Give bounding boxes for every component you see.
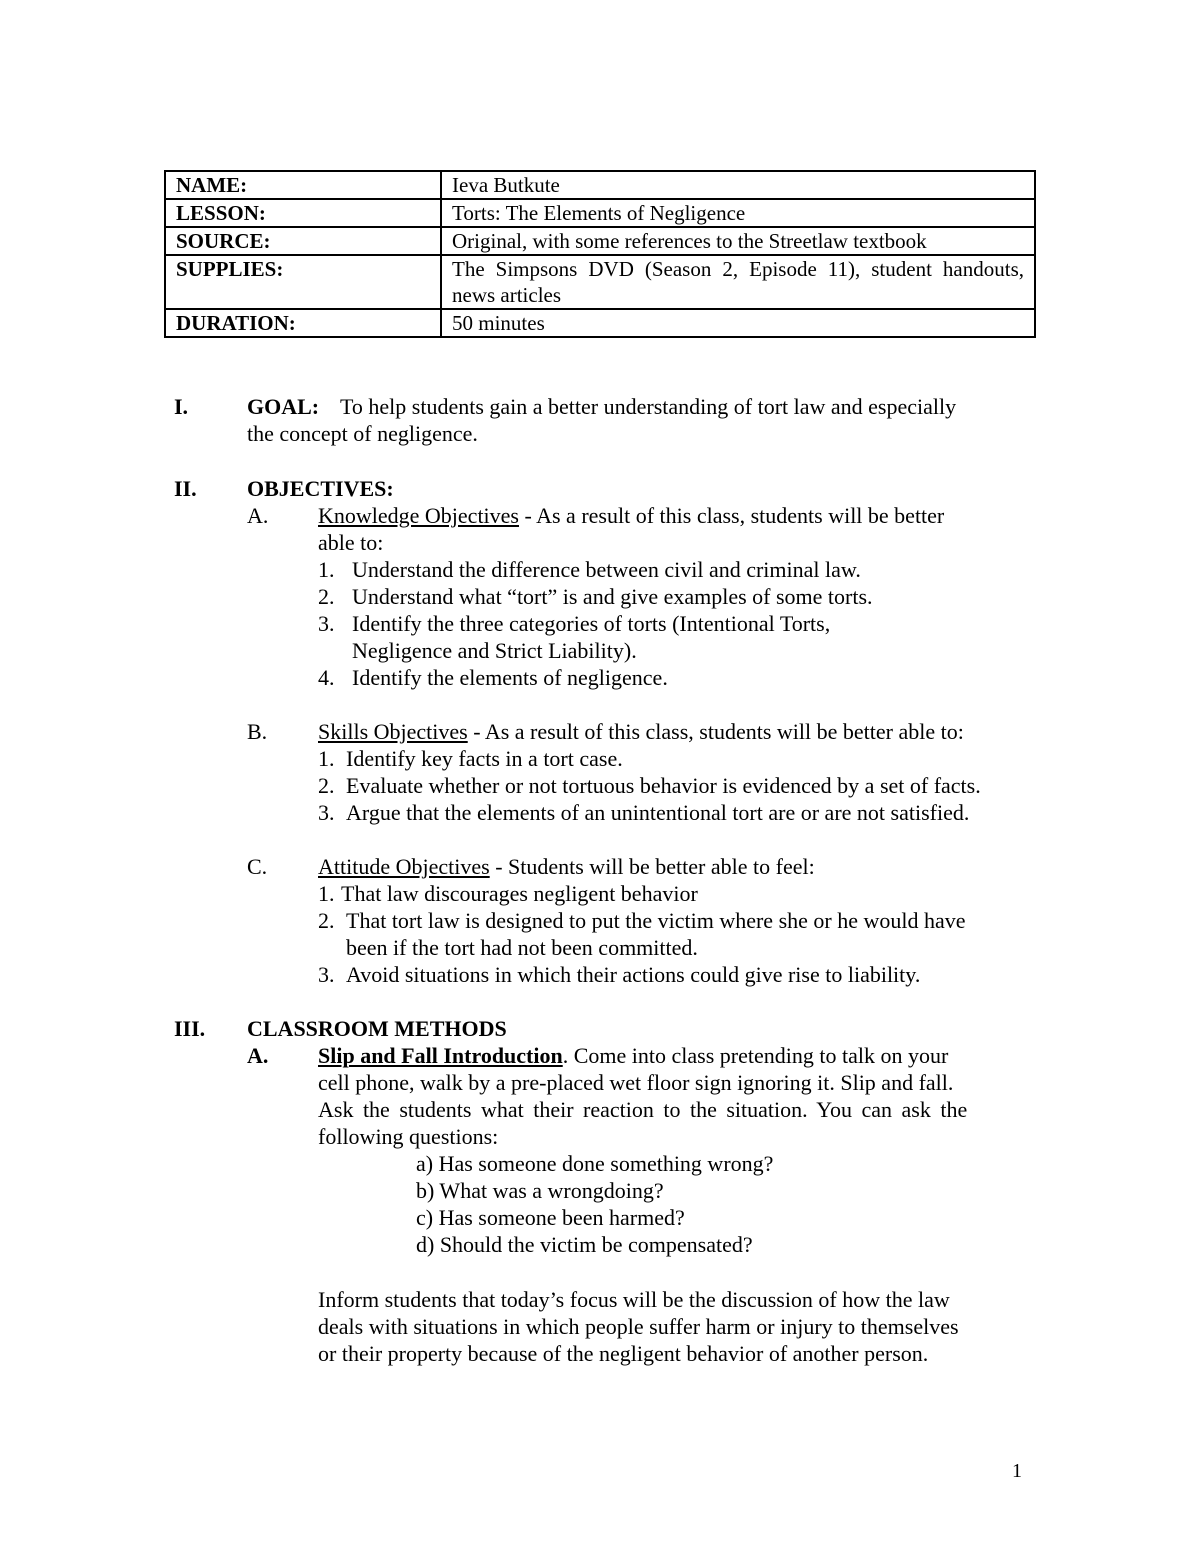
table-row <box>165 227 1035 255</box>
table-row <box>165 199 1035 227</box>
knowledge-item-continued: Negligence and Strict Liability). <box>352 638 637 663</box>
name-value: Ieva Butkute <box>441 171 1035 199</box>
closing-line: Inform students that today’s focus will be the discussion of how the law <box>318 1287 950 1312</box>
goal-text-line-2: the concept of negligence. <box>247 421 478 446</box>
lesson-value: Torts: The Elements of Negligence <box>441 199 1035 227</box>
knowledge-intro: - As a result of this class, students will be better <box>519 503 945 528</box>
skills-item: Identify key facts in a tort case. <box>346 746 623 771</box>
skills-intro: - As a result of this class, students will be better able to: <box>467 719 964 744</box>
table-row <box>165 255 1035 309</box>
skills-item-num: 3. <box>318 800 335 825</box>
slip-fall-line-1 <box>318 1042 948 1069</box>
question-item: d) Should the victim be compensated? <box>416 1232 753 1257</box>
knowledge-title: Knowledge Objectives <box>318 503 519 528</box>
lesson-info-table <box>164 170 1036 338</box>
skills-letter: B. <box>247 719 268 744</box>
knowledge-item-num: 2. <box>318 584 335 609</box>
source-value: Original, with some references to the Streetlaw textbook <box>441 227 1035 255</box>
slip-fall-line: Ask the students what their reaction to the situation. You can ask the <box>318 1097 968 1122</box>
knowledge-intro-line-2: able to: <box>318 530 384 555</box>
knowledge-letter: A. <box>247 503 269 528</box>
slip-fall-line: following questions: <box>318 1124 499 1149</box>
attitude-item: Avoid situations in which their actions could give rise to liability. <box>346 962 921 987</box>
skills-objectives-line <box>318 718 964 745</box>
attitude-item-continued: been if the tort had not been committed. <box>346 935 698 960</box>
table-row <box>165 171 1035 199</box>
skills-item: Evaluate whether or not tortuous behavior is evidenced by a set of facts. <box>346 773 981 798</box>
duration-value: 50 minutes <box>441 309 1035 337</box>
attitude-item-num: 2. <box>318 908 335 933</box>
objectives-heading: OBJECTIVES: <box>247 476 394 501</box>
skills-item-num: 1. <box>318 746 335 771</box>
goal-text-line-1: To help students gain a better understanding of tort law and especially <box>340 394 957 419</box>
lesson-label: LESSON: <box>165 199 441 227</box>
source-label: SOURCE: <box>165 227 441 255</box>
knowledge-item-num: 3. <box>318 611 335 636</box>
skills-item-num: 2. <box>318 773 335 798</box>
objectives-numeral: II. <box>174 476 197 501</box>
attitude-item: That tort law is designed to put the victim where she or he would have <box>346 908 966 933</box>
attitude-item: That law discourages negligent behavior <box>341 881 698 906</box>
methods-numeral: III. <box>174 1016 206 1041</box>
knowledge-item: Identify the elements of negligence. <box>352 665 668 690</box>
methods-heading: CLASSROOM METHODS <box>247 1016 507 1041</box>
page-number: 1 <box>1012 1460 1022 1482</box>
attitude-item-num: 1. <box>318 881 335 906</box>
skills-title: Skills Objectives <box>318 719 468 744</box>
attitude-letter: C. <box>247 854 268 879</box>
name-label: NAME: <box>165 171 441 199</box>
knowledge-item: Identify the three categories of torts (Intentional Torts, <box>352 611 831 636</box>
question-item: a) Has someone done something wrong? <box>416 1151 774 1176</box>
goal-numeral: I. <box>174 394 189 419</box>
skills-item: Argue that the elements of an unintentional tort are or are not satisfied. <box>346 800 970 825</box>
attitude-title: Attitude Objectives <box>318 854 490 879</box>
knowledge-item-num: 4. <box>318 665 335 690</box>
duration-label: DURATION: <box>165 309 441 337</box>
closing-line: or their property because of the negligent behavior of another person. <box>318 1341 929 1366</box>
knowledge-objectives-line <box>318 502 944 529</box>
knowledge-item: Understand the difference between civil and criminal law. <box>352 557 861 582</box>
attitude-objectives-line <box>318 853 815 880</box>
supplies-value: The Simpsons DVD (Season 2, Episode 11), student handouts, news articles <box>441 255 1035 309</box>
question-item: b) What was a wrongdoing? <box>416 1178 664 1203</box>
knowledge-item-num: 1. <box>318 557 335 582</box>
slip-fall-text: . Come into class pretending to talk on your <box>562 1043 949 1068</box>
attitude-item-num: 3. <box>318 962 335 987</box>
supplies-label: SUPPLIES: <box>165 255 441 309</box>
goal-heading: GOAL: <box>247 394 320 419</box>
knowledge-item: Understand what “tort” is and give examples of some torts. <box>352 584 873 609</box>
methods-a-letter: A. <box>247 1043 269 1068</box>
slip-fall-line: cell phone, walk by a pre-placed wet floor sign ignoring it. Slip and fall. <box>318 1070 954 1095</box>
slip-fall-title: Slip and Fall Introduction <box>318 1043 563 1068</box>
closing-line: deals with situations in which people suffer harm or injury to themselves <box>318 1314 959 1339</box>
attitude-intro: - Students will be better able to feel: <box>489 854 815 879</box>
question-item: c) Has someone been harmed? <box>416 1205 685 1230</box>
table-row <box>165 309 1035 337</box>
